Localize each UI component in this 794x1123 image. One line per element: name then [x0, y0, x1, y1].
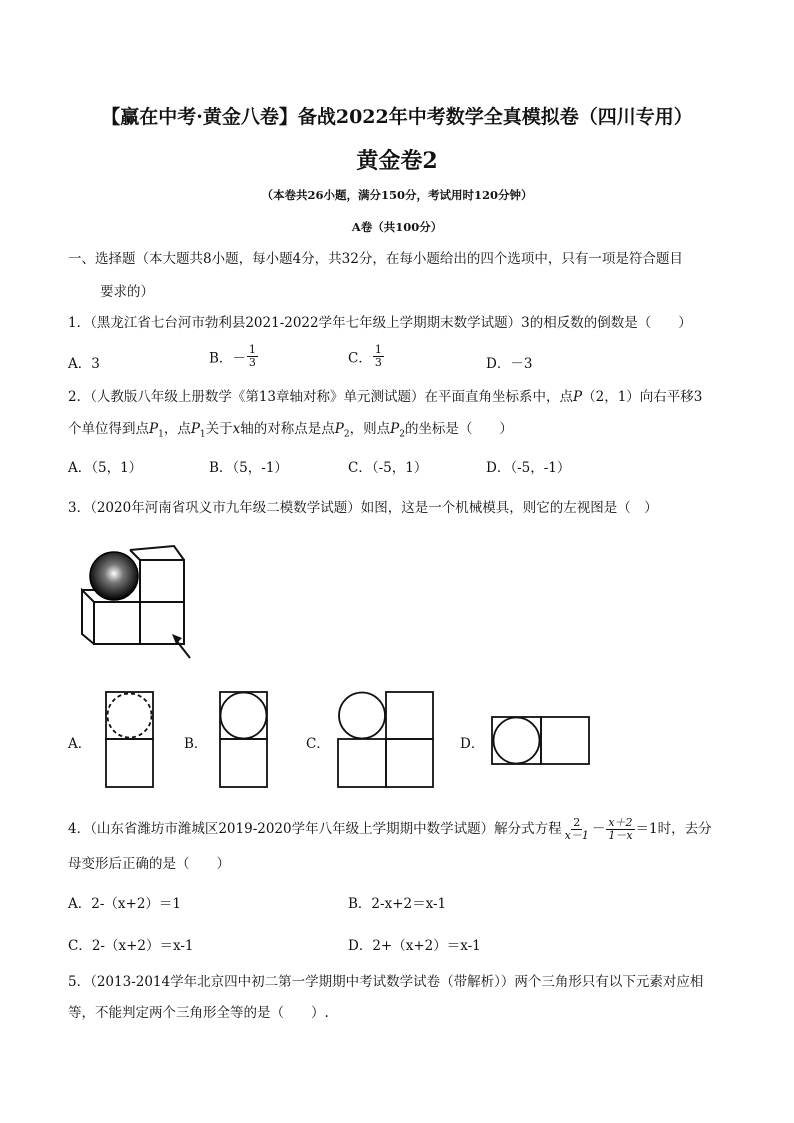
- q4-option-d: D．2+（x+2）＝x-1: [348, 938, 481, 954]
- part1-instructions: 一、选择题（本大题共8小题，每小题4分，共32分，在每小题给出的四个选项中，只有一项是符合题目: [68, 251, 683, 267]
- q1-option-d: D．－3: [486, 356, 533, 372]
- q2-stem: 2．（人教版八年级上册数学《第13章轴对称》单元测试题）在平面直角坐标系中，点P（2，1）向右平移3: [68, 389, 703, 405]
- q3-option-a-figure: [105, 691, 155, 789]
- q1-option-a: A．3: [68, 356, 100, 372]
- q3-option-b-figure: [219, 691, 269, 789]
- q3-option-c-figure: [337, 691, 435, 789]
- q3-option-b-label: B．: [184, 736, 208, 752]
- q3-option-d-label: D．: [460, 736, 485, 752]
- q1-option-c: C． $\frac{1}{3}$: [348, 343, 382, 369]
- q2-option-b: B．（5，-1）: [209, 460, 288, 476]
- q2-option-d: D．（-5，-1）: [486, 460, 571, 476]
- q4-option-c: C．2-（x+2）＝x-1: [68, 938, 194, 954]
- q4-stem: 4．（山东省潍坊市潍城区2019-2020学年八年级上学期期中数学试题）解分式方程 $\frac{2}{x-1}$ － $\frac{x+2}{1-x}$ ＝1时，去分: [68, 816, 712, 842]
- section-heading: A卷（共100分）: [351, 220, 443, 234]
- q4-option-a: A．2-（x+2）＝1: [68, 896, 182, 912]
- q5-stem-cont: 等，不能判定两个三角形全等的是（ ）.: [68, 1005, 329, 1021]
- q3-option-c-label: C．: [306, 736, 330, 752]
- q4-stem-cont: 母变形后正确的是（ ）: [68, 856, 230, 872]
- q3-option-d-figure: [491, 716, 591, 766]
- q2-option-a: A．（5，1）: [68, 460, 143, 476]
- q2-option-c: C．（-5，1）: [348, 460, 428, 476]
- exam-note: （本卷共26小题，满分150分，考试用时120分钟）: [261, 188, 533, 202]
- part1-instructions-cont: 要求的）: [100, 284, 154, 300]
- exam-title: 【赢在中考·黄金八卷】备战2022年中考数学全真模拟卷（四川专用）: [101, 106, 693, 128]
- q2-stem-cont: 个单位得到点$P_1$，点$P_1$关于x轴的对称点是点$P_2$，则点$P_2$的坐标是（ ）: [68, 421, 513, 440]
- q3-stem: 3．（2020年河南省巩义市九年级二模数学试题）如图，这是一个机械模具，则它的左视图是（ ）: [68, 500, 658, 516]
- q3-option-a-label: A．: [68, 736, 92, 752]
- q4-option-b: B．2-x+2＝x-1: [348, 896, 447, 912]
- exam-subtitle: 黄金卷2: [356, 148, 438, 174]
- q1-option-b: B．－ $\frac{1}{3}$: [209, 343, 256, 369]
- q5-stem: 5．（2013-2014学年北京四中初二第一学期期中考试数学试卷（带解析））两个三角形只有以下元素对应相: [68, 974, 704, 990]
- mold-figure: [76, 542, 201, 662]
- q1-stem: 1．（黑龙江省七台河市勃利县2021-2022学年七年级上学期期末数学试题）3的相反数的倒数是（ ）: [68, 315, 692, 331]
